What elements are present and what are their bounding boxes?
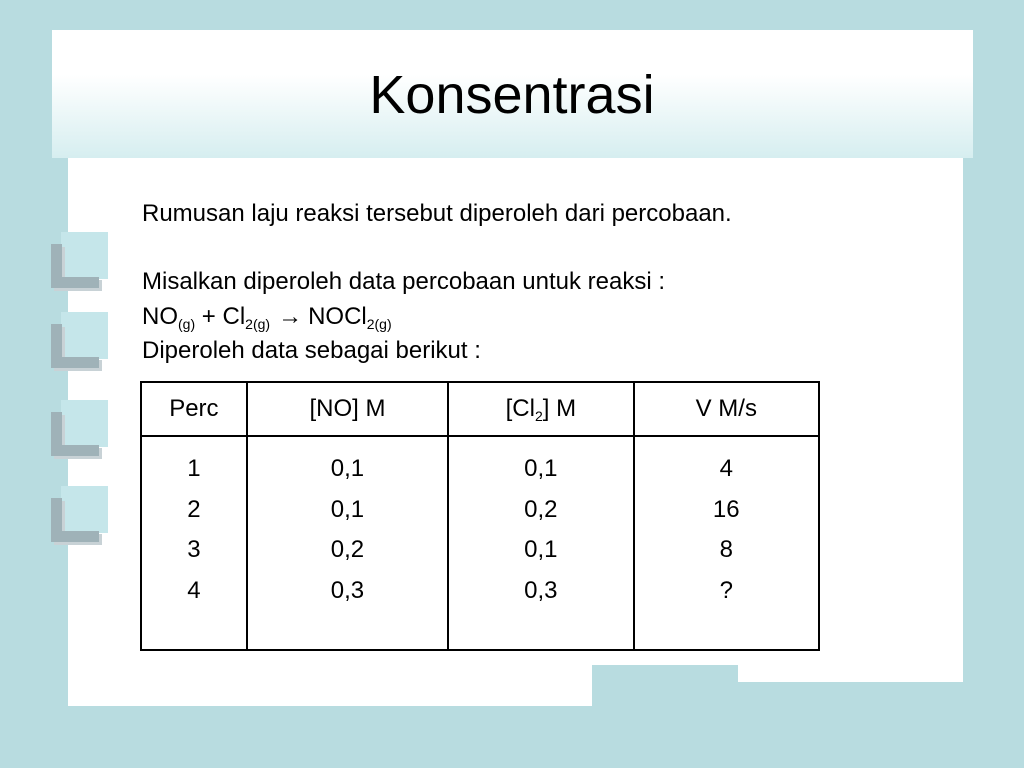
table-cell: 0,2 [524, 495, 558, 523]
experiment-text: Misalkan diperoleh data percobaan untuk reaksi : [142, 268, 665, 295]
column-perc [141, 436, 247, 650]
column-no [247, 436, 448, 650]
table-cell: 8 [719, 536, 733, 563]
table-cell: ? [719, 576, 733, 604]
reaction-arrow-icon: → [278, 303, 303, 330]
table-cell: 3 [187, 536, 201, 563]
table-cell: 0,3 [524, 576, 558, 604]
intro-text: Rumusan laju reaksi tersebut diperoleh dari percobaan. [142, 200, 732, 227]
header-cl2: $[Cl_2]$ M [448, 382, 633, 436]
table-cell: 0,1 [330, 495, 365, 523]
header-perc: Perc [141, 382, 247, 436]
column-cl2 [448, 436, 633, 650]
table-cell: 0,1 [524, 455, 558, 482]
table-cell: 2 [187, 495, 201, 523]
table-cell: 0,1 [524, 536, 558, 563]
table-cell: 4 [719, 455, 733, 482]
content-panel-bottom [68, 682, 592, 706]
data-intro-text: Diperoleh data sebagai berikut : [142, 337, 481, 364]
table-cell: 1 [187, 455, 201, 482]
table-cell: 4 [187, 576, 201, 604]
table-cell: 0,3 [330, 576, 365, 604]
experiment-data-table [140, 381, 820, 651]
decorative-bracket-icon [49, 312, 107, 370]
reaction-equation: $NO_{(g)} + Cl_{2(g)}$ → NOCl$_{2(g)}$ [142, 303, 392, 332]
decorative-bracket-icon [49, 400, 107, 458]
column-v [634, 436, 819, 650]
header-no: [NO] M [247, 382, 448, 436]
slide-title: Konsentrasi [369, 65, 655, 125]
decorative-bracket-icon [49, 232, 107, 290]
table-cell: 0,2 [330, 536, 365, 563]
table-cell: 0,1 [330, 455, 365, 482]
table-cell: 16 [712, 495, 740, 523]
decorative-bracket-icon [49, 486, 107, 544]
table-row [141, 436, 819, 650]
header-v: V M/s [634, 382, 819, 436]
table-header-row [141, 382, 819, 436]
panel-notch [592, 665, 738, 682]
